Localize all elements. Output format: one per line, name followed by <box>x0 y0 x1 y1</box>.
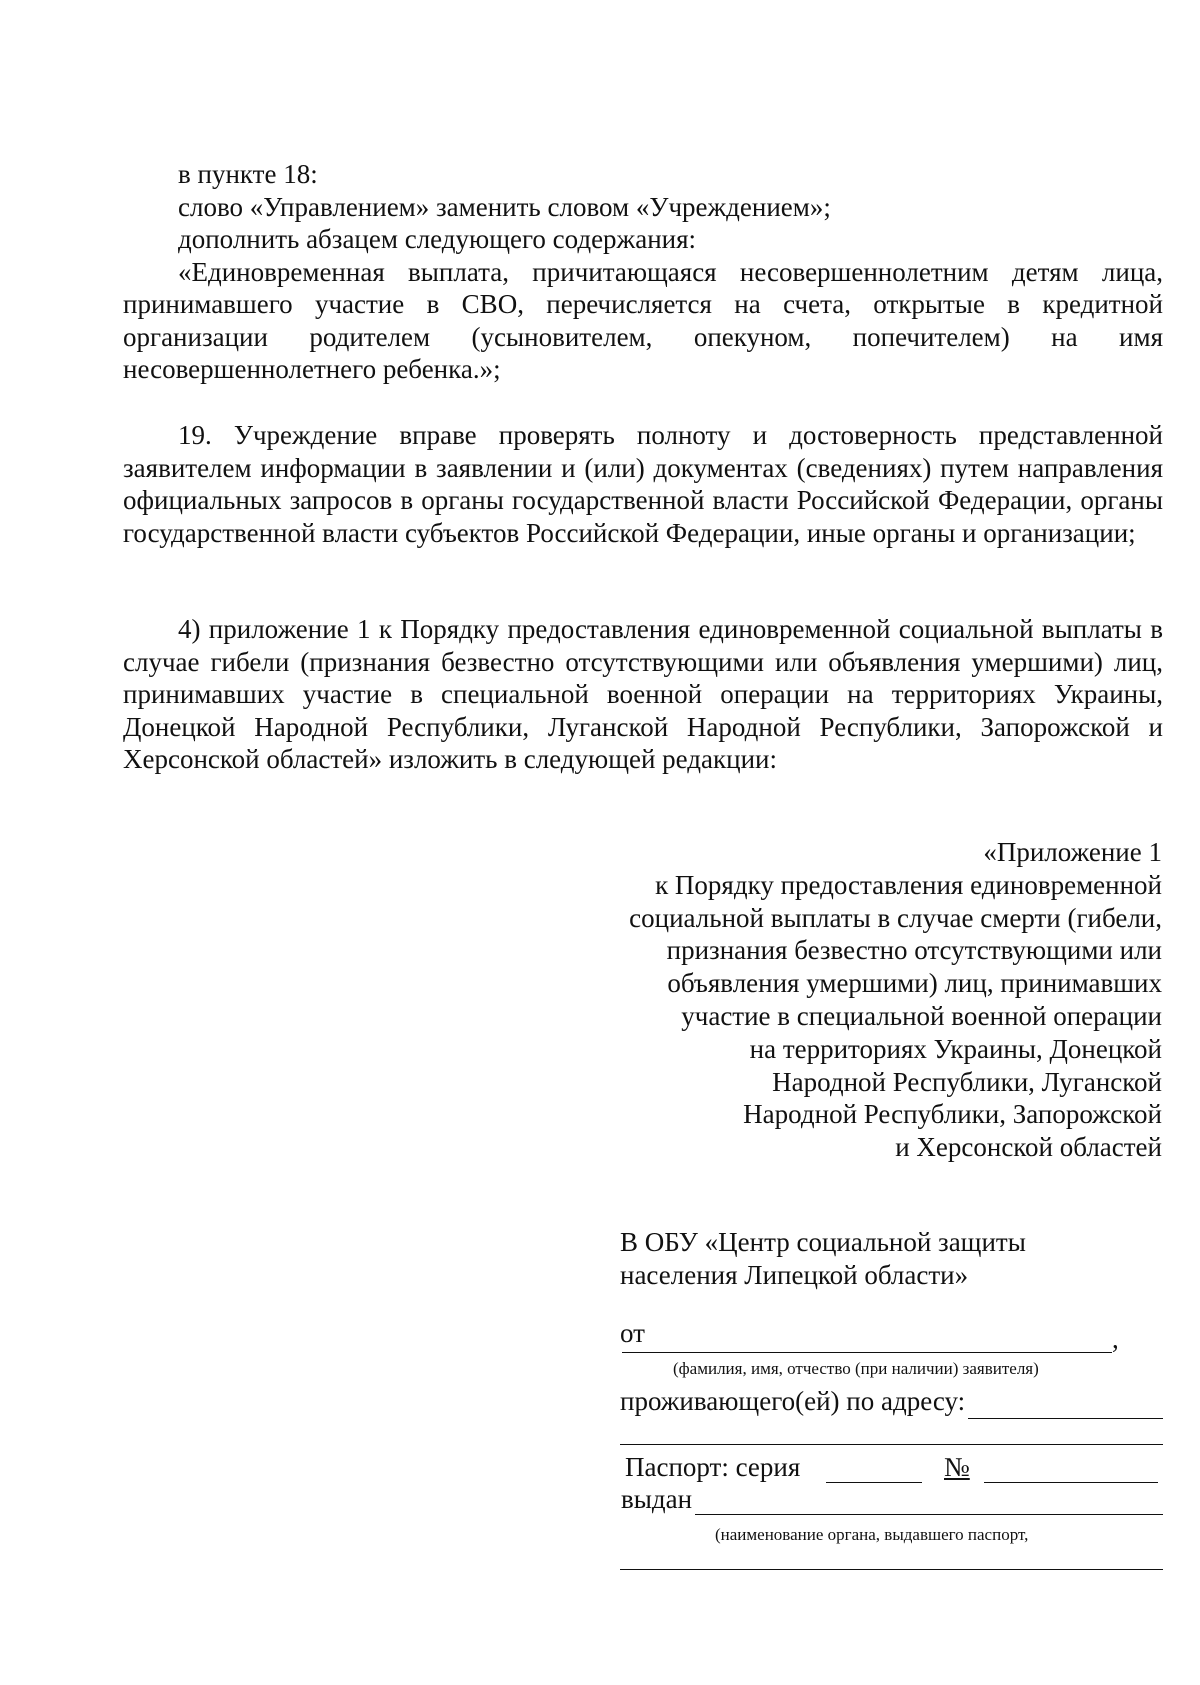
appendix-line: и Херсонской областей <box>895 1132 1162 1163</box>
addressee-line-2: населения Липецкой области» <box>620 1259 969 1290</box>
applicant-name-field[interactable] <box>622 1352 1112 1353</box>
applicant-name-hint: (фамилия, имя, отчество (при наличии) заявителя) <box>673 1359 1039 1378</box>
appendix-line: социальной выплаты в случае смерти (гибели, <box>629 902 1162 933</box>
passport-number-field[interactable] <box>984 1482 1158 1483</box>
point-18-block <box>123 158 1163 386</box>
appendix-line: к Порядку предоставления единовременной <box>655 869 1162 900</box>
address-field-line-1[interactable] <box>968 1418 1163 1419</box>
address-label: проживающего(ей) по адресу: <box>620 1386 966 1416</box>
from-label: от <box>620 1318 645 1348</box>
point-18-heading: в пункте 18: <box>178 159 318 189</box>
application-form <box>620 1226 1165 1291</box>
appendix-line: объявления умершими) лиц, принимавших <box>667 968 1162 999</box>
appendix-header <box>542 836 1162 1164</box>
appendix-line: «Приложение 1 <box>983 837 1162 867</box>
issued-by-hint: (наименование органа, выдавшего паспорт, <box>715 1525 1029 1544</box>
point-4-block <box>123 613 1163 776</box>
appendix-line: участие в специальной военной операции <box>681 1000 1162 1031</box>
passport-number-label: № <box>944 1452 970 1482</box>
point-18-replace-word: слово «Управлением» заменить словом «Учреждением»; <box>178 191 831 222</box>
point-19-text: 19. Учреждение вправе проверять полноту и достоверность представленной заявителем информации в заявлении и (или) документах (сведениях) путем направления официальных запросов в органы государственной власти Российской Федерации, органы государственной власти субъектов Российской Федерации, иные органы и организации; <box>123 420 1163 548</box>
point-18-new-paragraph: «Единовременная выплата, причитающаяся несовершеннолетним детям лица, принимавшего участие в СВО, перечисляется на счета, открытые в кредитной организации родителем (усыновителем, опекуном, попечителем) на имя несовершеннолетнего ребенка.»; <box>123 256 1163 384</box>
addressee-line-1: В ОБУ «Центр социальной защиты <box>620 1227 1026 1257</box>
point-19-block <box>123 419 1163 549</box>
appendix-line: на территориях Украины, Донецкой <box>749 1033 1162 1064</box>
appendix-line: признания безвестно отсутствующими или <box>666 935 1162 966</box>
address-field-line-2[interactable] <box>620 1444 1163 1445</box>
issued-label: выдан <box>621 1484 693 1514</box>
issued-by-field-line-2[interactable] <box>620 1569 1163 1570</box>
passport-series-field[interactable] <box>826 1482 922 1483</box>
point-18-add-paragraph: дополнить абзацем следующего содержания: <box>178 224 697 254</box>
appendix-line: Народной Республики, Запорожской <box>743 1099 1162 1130</box>
issued-by-field[interactable] <box>695 1514 1163 1515</box>
appendix-line: Народной Республики, Луганской <box>772 1066 1162 1097</box>
passport-series-label: Паспорт: серия <box>625 1452 801 1482</box>
from-comma: , <box>1112 1324 1119 1354</box>
point-4-text: 4) приложение 1 к Порядку предоставления единовременной социальной выплаты в случае гибели (признания безвестно отсутствующими или объявления умершими) лиц, принимавших участие в специальной военной операции на территориях Украины, Донецкой Народной Республики, Луганской Народной Республики, Запорожской и Херсонской областей» изложить в следующей редакции: <box>123 614 1163 774</box>
